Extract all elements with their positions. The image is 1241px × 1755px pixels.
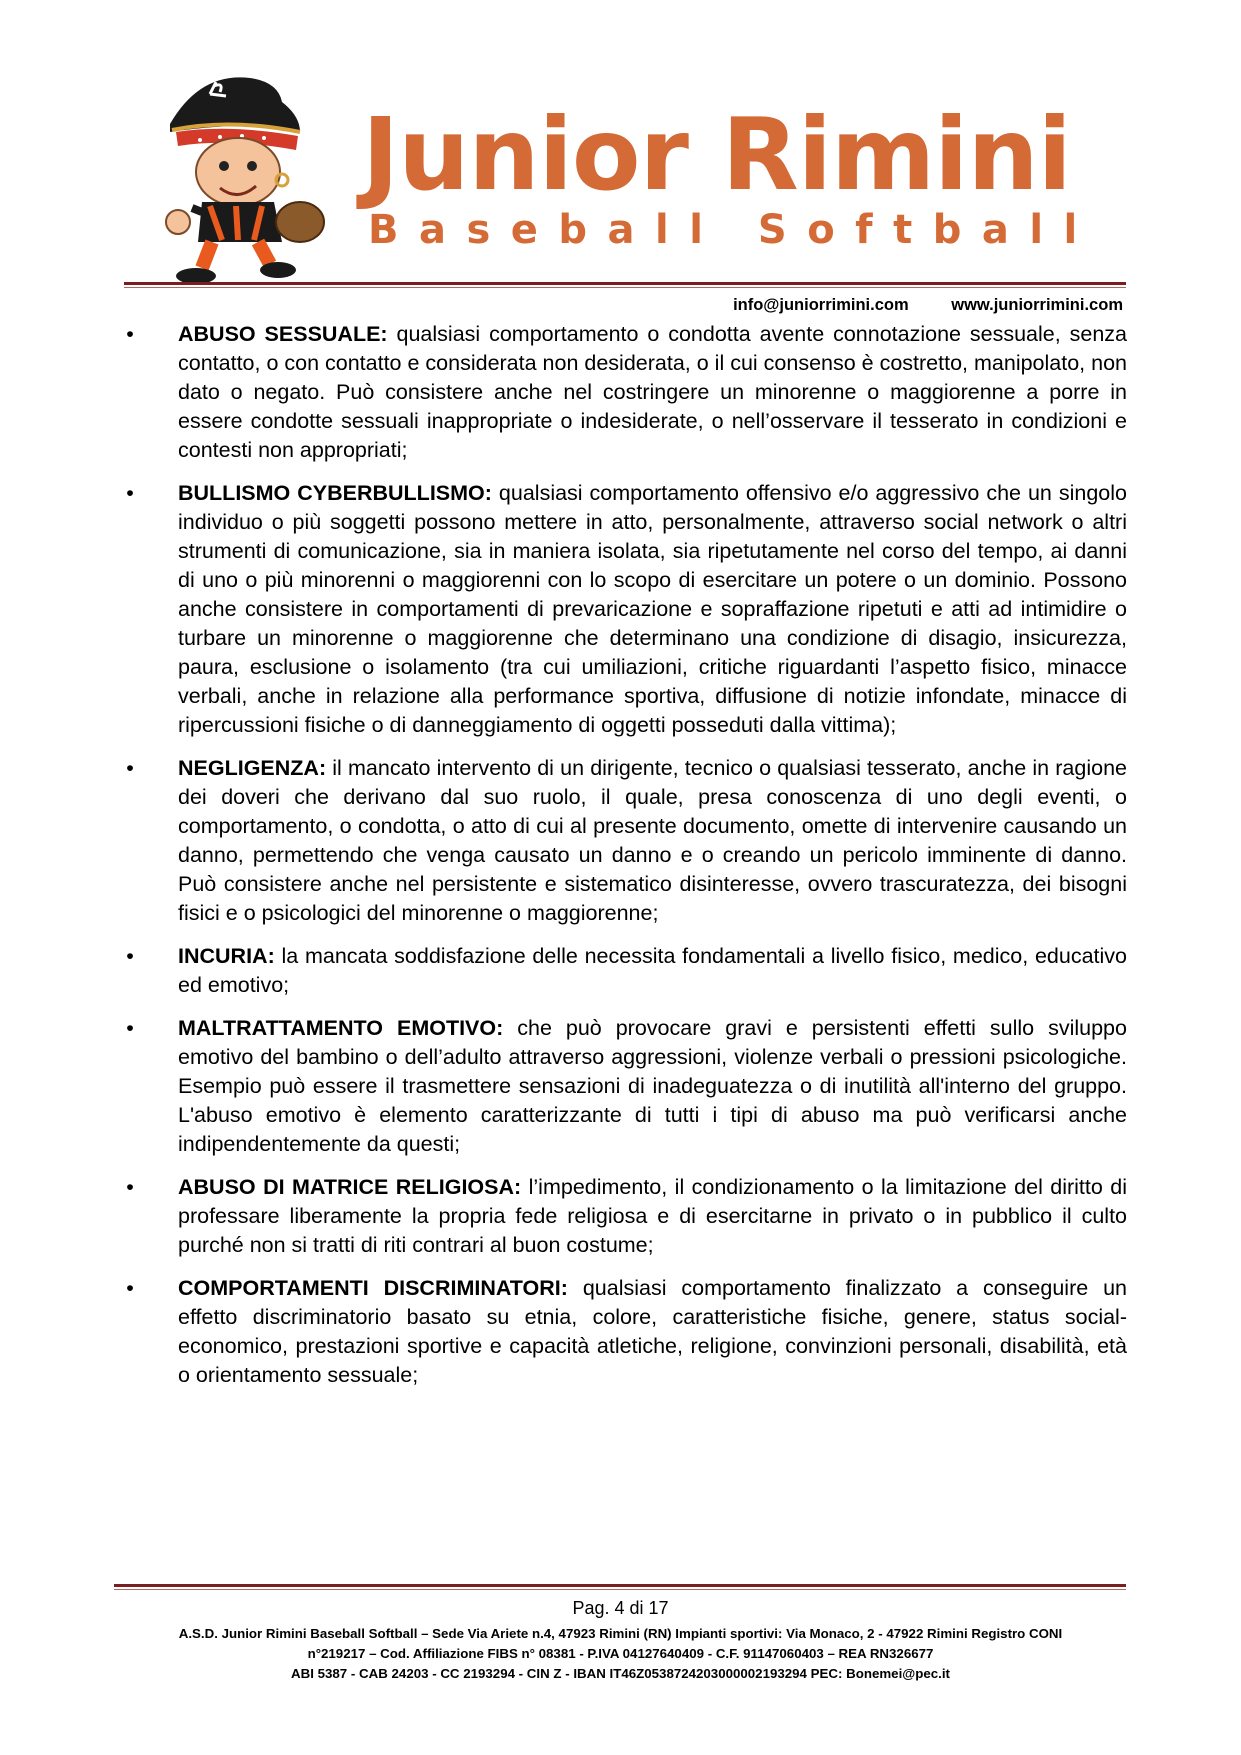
bullet-icon: • xyxy=(126,756,134,780)
definition-text: qualsiasi comportamento o condotta avente connotazione sessuale, senza contatto, o con contatto e considerata non desiderata, o il cui consenso è costretto, manipolato, non dato o negato. Può consistere anche nel costringere un minorenne o maggiorenne a porre in essere condotte sessuali inappropriate o indesiderate, o nell’osservare il tesserato in condizioni e contesti non appropriati; xyxy=(178,322,1127,462)
definition-text: qualsiasi comportamento finalizzato a conseguire un effetto discriminatorio basato su etnia, colore, caratteristiche fisiche, genere, status social-economico, prestazioni sportive e capacità atletiche, religione, convinzioni personali, disabilità, età o orientamento sessuale; xyxy=(178,1276,1128,1387)
pirate-mascot-icon xyxy=(150,72,330,284)
list-item xyxy=(120,1173,1127,1260)
list-item xyxy=(120,754,1127,928)
website-link[interactable]: www.juniorrimini.com xyxy=(951,296,1123,314)
contact-line xyxy=(733,296,1123,315)
definition-term: ABUSO SESSUALE: xyxy=(178,322,388,346)
letterhead xyxy=(0,0,1241,320)
definition-text: che può provocare gravi e persistenti effetti sullo sviluppo emotivo del bambino o dell’adulto attraverso aggressioni, violenze verbali o pressioni psicologiche. Esempio può essere il trasmettere sensazioni di inadeguatezza o di inutilità all'interno del gruppo. L'abuso emotivo è elemento caratterizzante di tutti i tipi di abuso ma può verificarsi anche indipendentemente da questi; xyxy=(178,1016,1127,1156)
header-divider xyxy=(124,282,1126,288)
page-number: Pag. 4 di 17 xyxy=(572,1598,669,1618)
footer-bank: ABI 5387 - CAB 24203 - CC 2193294 - CIN Z - IBAN IT46Z0538724203000002193294 PEC: Bonemei@pec.it xyxy=(291,1666,950,1681)
definition-term: BULLISMO CYBERBULLISMO: xyxy=(178,481,492,505)
list-item xyxy=(120,942,1127,1000)
footer-registration: n°219217 – Cod. Affiliazione FIBS n° 08381 - P.IVA 04127640409 - C.F. 91147060403 – REA RN326677 xyxy=(307,1646,934,1661)
brand-name: Junior Rimini xyxy=(362,96,1071,213)
bullet-icon: • xyxy=(126,481,134,505)
footer-divider xyxy=(114,1584,1126,1590)
bullet-icon: • xyxy=(126,944,134,968)
bullet-icon: • xyxy=(126,1175,134,1199)
bullet-icon: • xyxy=(126,322,134,346)
footer-address: A.S.D. Junior Rimini Baseball Softball – Sede Via Ariete n.4, 47923 Rimini (RN) Impianti sportivi: Via Monaco, 2 - 47922 Rimini Registro CONI xyxy=(178,1626,1063,1641)
definition-term: COMPORTAMENTI DISCRIMINATORI: xyxy=(178,1276,568,1300)
definitions-list xyxy=(120,320,1127,1404)
definition-text: la mancata soddisfazione delle necessita fondamentali a livello fisico, medico, educativo ed emotivo; xyxy=(178,944,1127,997)
definition-text: qualsiasi comportamento offensivo e/o aggressivo che un singolo individuo o più soggetti possono mettere in atto, personalmente, attraverso social network o altri strumenti di comunicazione, sia in maniera isolata, sia ripetutamente nel corso del tempo, ai danni di uno o più minorenni o maggiorenni con lo scopo di esercitare un potere o un dominio. Possono anche consistere in comportamenti di prevaricazione e sopraffazione ripetuti e atti ad intimidire o turbare un minorenne o maggiorenne che determinano una condizione di disagio, insicurezza, paura, esclusione o isolamento (tra cui umiliazioni, critiche riguardanti l’aspetto fisico, minacce verbali, anche in relazione alla performance sportiva, diffusione di notizie infondate, minacce di ripercussioni fisiche o di danneggiamento di oggetti posseduti dalla vittima); xyxy=(178,481,1127,737)
definition-text: il mancato intervento di un dirigente, tecnico o qualsiasi tesserato, anche in ragione dei doveri che derivano dal suo ruolo, il quale, presa conoscenza di uno degli eventi, o comportamento, o condotta, o atto di cui al presente documento, omette di intervenire causando un danno, permettendo che venga causato un danno e o creando un pericolo imminente di danno. Può consistere anche nel persistente e sistematico disinteresse, ovvero trascuratezza, dei bisogni fisici e o psicologici del minorenne o maggiorenne; xyxy=(178,756,1127,925)
list-item xyxy=(120,1014,1127,1159)
list-item xyxy=(120,1274,1127,1390)
definition-term: ABUSO DI MATRICE RELIGIOSA: xyxy=(178,1175,522,1199)
brand-tagline: Baseball Softball xyxy=(368,207,1098,253)
bullet-icon: • xyxy=(126,1016,134,1040)
definition-term: NEGLIGENZA: xyxy=(178,756,327,780)
footer xyxy=(0,1596,1241,1684)
definition-term: INCURIA: xyxy=(178,944,275,968)
definition-text: l’impedimento, il condizionamento o la limitazione del diritto di professare liberamente la propria fede religiosa e di esercitarne in privato o in pubblico il culto purché non si tratti di riti contrari al buon costume; xyxy=(178,1175,1127,1257)
list-item xyxy=(120,479,1127,740)
email-link[interactable]: info@juniorrimini.com xyxy=(733,296,909,314)
bullet-icon: • xyxy=(126,1276,134,1300)
list-item xyxy=(120,320,1127,465)
definition-term: MALTRATTAMENTO EMOTIVO: xyxy=(178,1016,504,1040)
